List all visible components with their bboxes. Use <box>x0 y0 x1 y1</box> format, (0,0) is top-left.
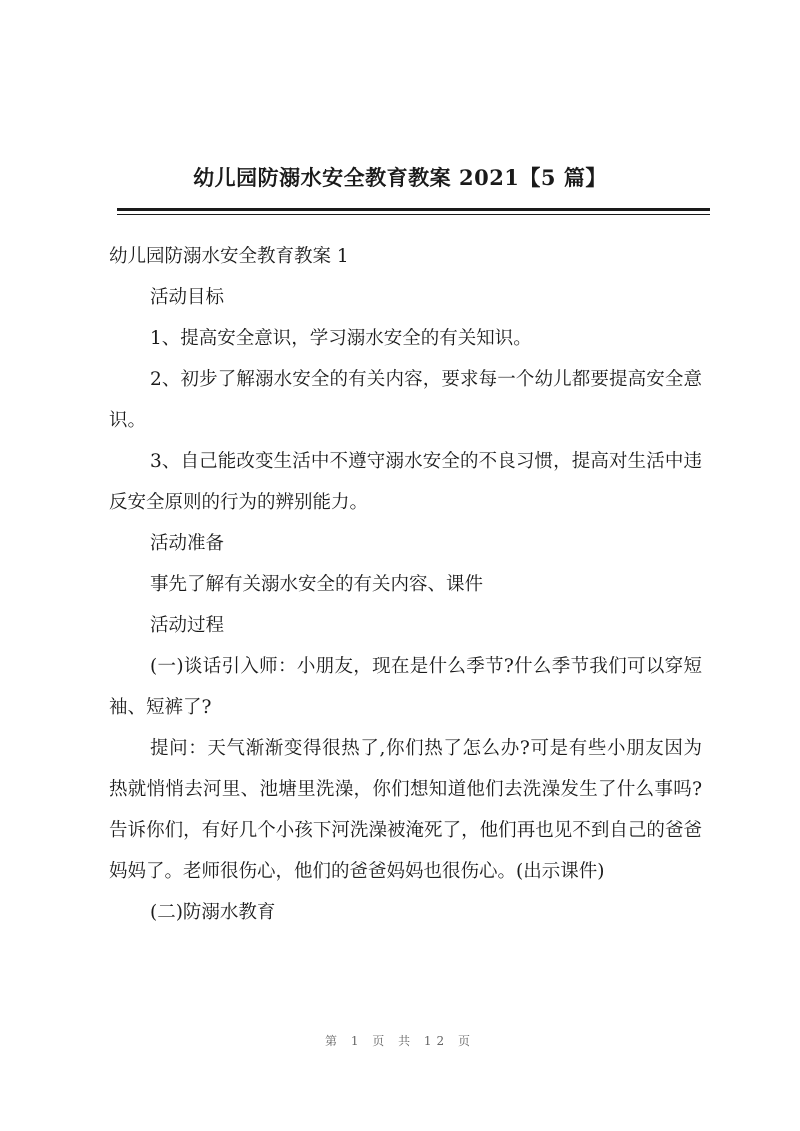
paragraph: (二)防溺水教育 <box>150 902 276 923</box>
page-number-footer: 第 1 页 共 12 页 <box>325 1034 475 1048</box>
document-title: 幼儿园防溺水安全教育教案 2021【5 篇】 <box>193 165 607 190</box>
paragraph: 活动过程 <box>150 615 225 636</box>
paragraph: 活动目标 <box>150 287 225 308</box>
paragraph: 活动准备 <box>150 533 225 554</box>
paragraph: 2、初步了解溺水安全的有关内容，要求每一个幼儿都要提高安全意识。 <box>109 369 702 431</box>
document-body <box>109 236 702 933</box>
paragraph: 1、提高安全意识，学习溺水安全的有关知识。 <box>150 328 532 349</box>
paragraph: 事先了解有关溺水安全的有关内容、课件 <box>150 574 484 595</box>
paragraph: 3、自己能改变生活中不遵守溺水安全的不良习惯，提高对生活中违反安全原则的行为的辨别能力。 <box>109 451 702 513</box>
title-underline-thin <box>117 214 710 215</box>
paragraph: 提问：天气渐渐变得很热了,你们热了怎么办?可是有些小朋友因为热就悄悄去河里、池塘里洗澡，你们想知道他们去洗澡发生了什么事吗?告诉你们，有好几个小孩下河洗澡被淹死了，他们再也见不到自己的爸爸妈妈了。老师很伤心，他们的爸爸妈妈也很伤心。(出示课件) <box>109 738 702 882</box>
section-heading: 幼儿园防溺水安全教育教案 1 <box>109 246 349 267</box>
title-underline-thick <box>117 208 710 211</box>
paragraph: (一)谈话引入师：小朋友，现在是什么季节?什么季节我们可以穿短袖、短裤了? <box>109 656 702 718</box>
